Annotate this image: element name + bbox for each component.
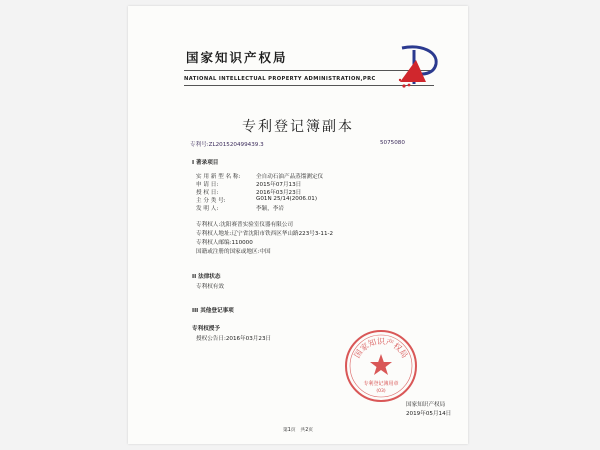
document-title: 专利登记簿副本 bbox=[242, 119, 354, 135]
section-bibliographic-heading: I 著录项目 bbox=[192, 160, 219, 166]
org-name-en: NATIONAL INTELLECTUAL PROPERTY ADMINISTRATION,PRC bbox=[184, 76, 376, 82]
field-label: 授 权 日: bbox=[196, 190, 219, 196]
holder-row: 专利权人:沈阳赛普实验室仪器有限公司 bbox=[196, 222, 293, 228]
holder-row: 专利权人地址:辽宁省沈阳市铁西区华山路223号3-11-2 bbox=[196, 231, 334, 237]
field-label: 申 请 日: bbox=[196, 182, 219, 188]
patent-number: 专利号:ZL201520499439.3 bbox=[190, 142, 264, 148]
grant-date-text: 授权公告日:2016年03月23日 bbox=[196, 336, 272, 342]
section-legal-status-heading: II 法律状态 bbox=[192, 274, 221, 280]
holder-row: 国籍或注册的国家或地区:中国 bbox=[196, 249, 271, 255]
cnipa-logo-icon bbox=[396, 42, 446, 88]
field-value: 2016年03月23日 bbox=[256, 190, 302, 196]
field-label: 实 用 新 型 名 称: bbox=[196, 174, 241, 180]
seal-inner-text: 专利登记簿用章 bbox=[363, 381, 399, 387]
section-other-heading: III 其他登记事项 bbox=[192, 308, 234, 314]
field-value: 李颖，李岩 bbox=[256, 206, 284, 212]
legal-status-text: 专利权有效 bbox=[196, 284, 224, 290]
field-value: G01N 25/14(2006.01) bbox=[256, 196, 318, 202]
official-seal-icon bbox=[343, 328, 419, 404]
grant-subheading: 专利权授予 bbox=[192, 326, 220, 332]
field-value: 全自动石油产品蒸馏测定仪 bbox=[256, 174, 324, 180]
field-label: 主 分 类 号: bbox=[196, 198, 226, 204]
page-footer: 第1页 共2页 bbox=[282, 428, 314, 433]
field-value: 2015年07月13日 bbox=[256, 182, 302, 188]
document-number: 5075080 bbox=[380, 140, 405, 146]
patent-register-page bbox=[128, 6, 468, 444]
seal-code-text: (03) bbox=[376, 389, 386, 394]
org-name-cn: 国家知识产权局 bbox=[186, 50, 288, 65]
holder-row: 专利权人邮编:110000 bbox=[196, 240, 253, 246]
field-label: 发 明 人: bbox=[196, 206, 219, 212]
signature-date: 2019年05月14日 bbox=[406, 411, 452, 417]
signature-org: 国家知识产权局 bbox=[406, 402, 446, 408]
seal-outer-text: 国家知识产权局 bbox=[352, 337, 410, 360]
